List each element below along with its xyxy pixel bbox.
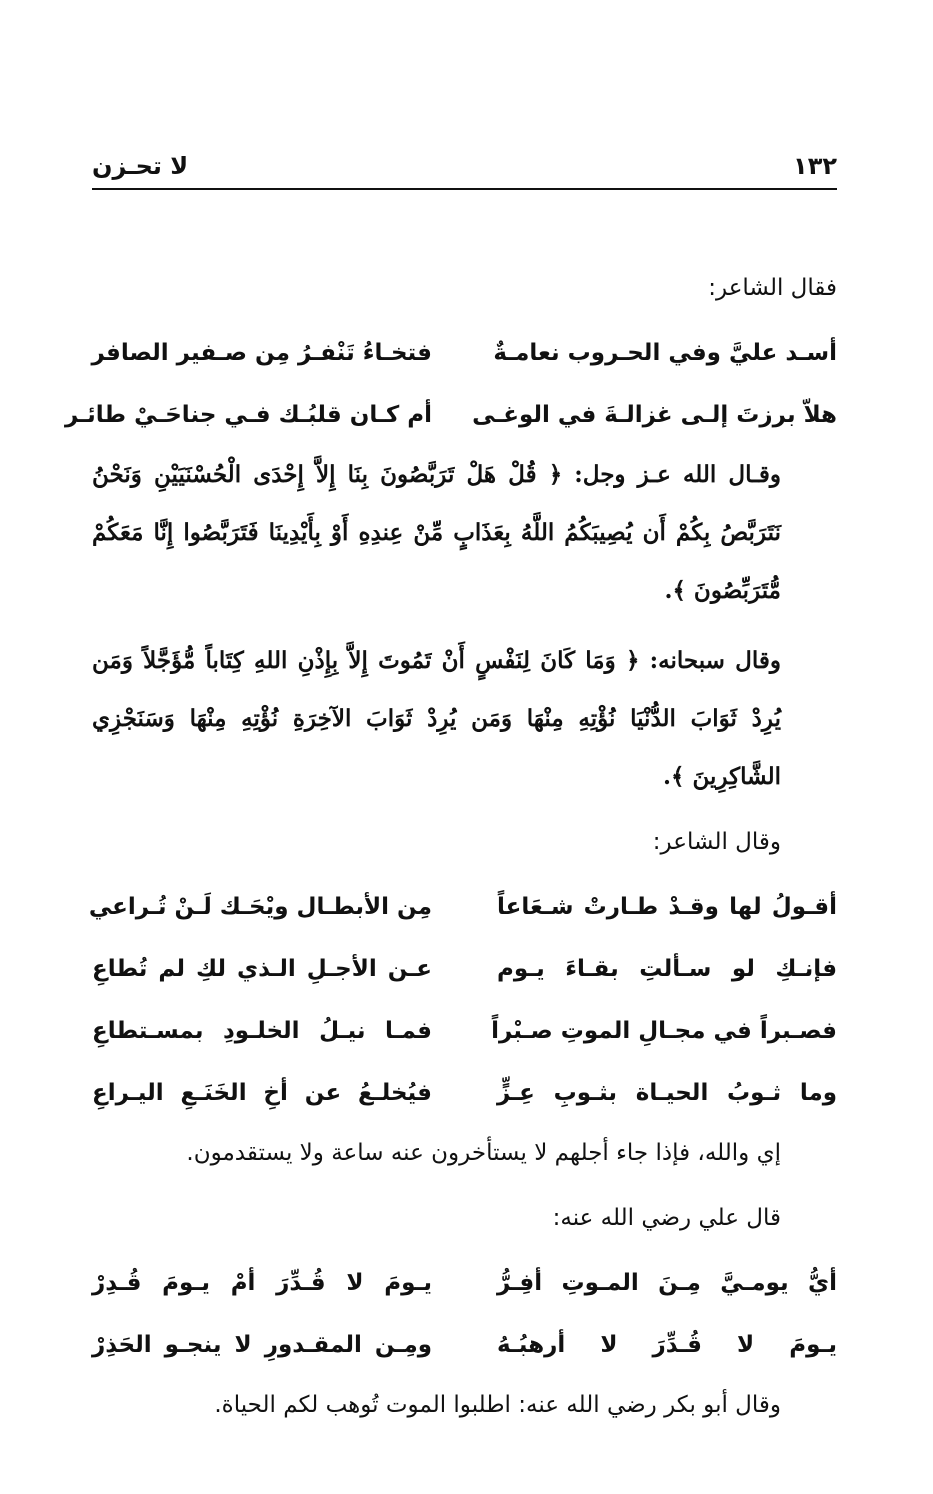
hemistich-second: أم كـان قلبُـك فـي جناحَـيْ طائـر — [64, 402, 432, 428]
verse — [88, 876, 837, 938]
hemistich-first: يـومَ لا قُـدِّرَ لا أرهبُـهُ — [497, 1332, 837, 1358]
hemistich-second: فتخـاءُ تَنْفـرُ مِن صـفير الصافر — [91, 340, 432, 366]
hemistich-second: فيُخلـعُ عن أخِ الخَنَـعِ اليـراعِ — [92, 1080, 432, 1106]
verse — [92, 322, 837, 384]
quran-quote-paragraph: وقـال الله عـز وجل: ﴿ قُلْ هَلْ تَرَبَّصُونَ بِنَا إِلاَّ إِحْدَى الْحُسْنَيَيْنِ وَنَحْنُ نَتَرَبَّصُ بِكُمْ أَن يُصِيبَكُمُ اللَّهُ بِعَذَابٍ مِّنْ عِندِهِ أَوْ بِأَيْدِينَا فَتَرَبَّصُوا إِنَّا مَعَكُمْ مُّتَرَبِّصُونَ ﴾. — [92, 461, 781, 604]
hemistich-first: فإنـكِ لو سـألتِ بقـاءَ يـوم — [497, 956, 837, 982]
poem-3 — [92, 1252, 837, 1376]
hemistich-first: وما ثـوبُ الحيـاة بثـوبِ عِـزٍّ — [497, 1080, 837, 1106]
hemistich-second: عـن الأجـلِ الـذي لكِ لم تُطاعِ — [92, 956, 432, 982]
poem-1 — [64, 322, 837, 446]
body-paragraph: إي والله، فإذا جاء أجلهم لا يستأخرون عنه ساعة ولا يستقدمون. — [186, 1140, 781, 1166]
verse — [92, 938, 837, 1000]
verse — [92, 1062, 837, 1124]
hemistich-first: أيُّ يومـيَّ مِـنَ المـوتِ أفِـرُّ — [497, 1270, 837, 1296]
book-title: لا تحـزن — [92, 152, 189, 180]
page-body — [64, 264, 837, 1446]
hemistich-second: ومِـن المقـدورِ لا ينجـو الحَذِرْ — [92, 1332, 432, 1358]
page-header — [92, 152, 837, 184]
header-rule — [92, 188, 837, 190]
hemistich-second: فمـا نيـلُ الخلـودِ بمسـتطاعِ — [92, 1018, 432, 1044]
quran-quote-paragraph: وقال سبحانه: ﴿ وَمَا كَانَ لِنَفْسٍ أَنْ تَمُوتَ إِلاَّ بِإِذْنِ اللهِ كِتَاباً مُّؤَجَّلاً وَمَن يُرِدْ ثَوَابَ الدُّنْيَا نُؤْتِهِ مِنْهَا وَمَن يُرِدْ ثَوَابَ الآخِرَةِ نُؤْتِهِ مِنْهَا وَسَنَجْزِي الشَّاكِرِينَ ﴾. — [92, 647, 781, 790]
verse — [64, 384, 837, 446]
hemistich-second: يـومَ لا قُـدِّرَ أمْ يـومَ قُـدِرْ — [92, 1270, 432, 1296]
poet-intro: وقال الشاعر: — [652, 829, 781, 855]
hemistich-second: مِن الأبطـال ويْحَـك لَـنْ تُـراعي — [88, 894, 432, 920]
verse — [92, 1314, 837, 1376]
verse — [92, 1252, 837, 1314]
hemistich-first: أسـد عليَّ وفي الحـروب نعامـةٌ — [493, 340, 837, 366]
poet-intro: فقال الشاعر: — [708, 275, 837, 301]
page-number: ١٣٢ — [793, 152, 837, 180]
hemistich-first: هلاّ برزتَ إلـى غزالـةَ في الوغـى — [472, 402, 837, 428]
verse — [92, 1000, 837, 1062]
body-paragraph: وقال أبو بكر رضي الله عنه: اطلبوا الموت تُوهب لكم الحياة. — [214, 1392, 781, 1418]
poet-intro: قال علي رضي الله عنه: — [552, 1205, 781, 1231]
hemistich-first: أقـولُ لها وقـدْ طـارتْ شـعَاعاً — [497, 894, 837, 920]
hemistich-first: فصـبراً في مجـالِ الموتِ صـبْراً — [491, 1018, 837, 1044]
poem-2 — [88, 876, 837, 1124]
